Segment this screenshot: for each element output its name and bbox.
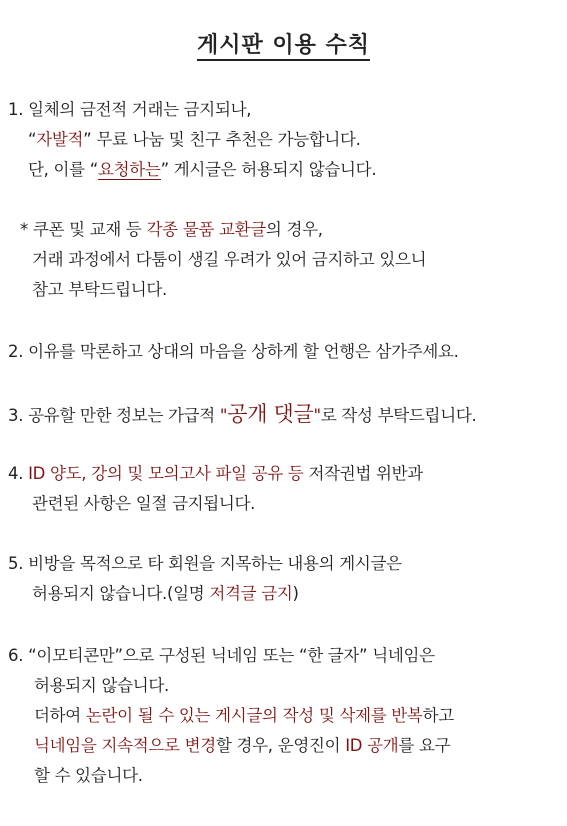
highlight-text: 논란이 될 수 있는 게시글의 작성 및 삭제를 반복 xyxy=(85,706,423,725)
rule-text: 참고 부탁드립니다. xyxy=(32,280,168,299)
highlight-text: " xyxy=(219,406,228,425)
rule-text: ) xyxy=(292,584,299,603)
rule-3-line-1 xyxy=(8,402,476,428)
highlight-text: 닉네임을 지속적으로 변경 xyxy=(34,736,216,755)
rule-text: 더하여 xyxy=(34,706,86,725)
rule-text: 의 경우, xyxy=(265,220,323,239)
rule-1-line-3 xyxy=(28,158,376,182)
rule-1-note-line-1 xyxy=(20,218,323,242)
rule-text: 허용되지 않습니다. xyxy=(34,676,170,695)
rule-2-line-1 xyxy=(8,340,459,364)
rule-text: 관련된 사항은 일절 금지됩니다. xyxy=(32,494,256,513)
rule-6-line-4 xyxy=(34,734,450,758)
highlight-text: 저격글 금지 xyxy=(209,584,293,603)
rule-6-line-3 xyxy=(34,704,454,728)
highlight-text: ID 양도, 강의 및 모의고사 파일 공유 등 xyxy=(28,464,304,483)
highlight-text: 각종 물품 교환글 xyxy=(146,220,266,239)
rule-text: 3. 공유할 만한 정보는 가급적 xyxy=(8,406,220,425)
rule-text: 저작권법 위반과 xyxy=(303,464,423,483)
rule-text: 1. 일체의 금전적 거래는 금지되나, xyxy=(8,100,252,119)
highlight-text: " xyxy=(313,406,321,425)
rule-text: ” 게시글은 허용되지 않습니다. xyxy=(160,160,377,179)
rule-text: 를 요구 xyxy=(398,736,451,755)
highlight-text: 자발적 xyxy=(36,130,84,149)
page-title-text: 게시판 이용 수칙 xyxy=(197,33,370,61)
rule-text: * 쿠폰 및 교재 등 xyxy=(20,220,147,239)
rule-text: 거래 과정에서 다툼이 생길 우려가 있어 금지하고 있으니 xyxy=(32,250,427,269)
rule-text: 허용되지 않습니다.(일명 xyxy=(32,584,210,603)
page-title xyxy=(0,28,567,59)
rule-text: ” 무료 나눔 및 친구 추천은 가능합니다. xyxy=(83,130,361,149)
rule-5-line-1 xyxy=(8,552,402,576)
rule-6-line-2 xyxy=(34,674,169,698)
rule-text: 하고 xyxy=(422,706,454,725)
rule-1-line-2 xyxy=(28,128,361,152)
rule-1-line-1 xyxy=(8,98,251,122)
rule-1-note-line-2 xyxy=(32,248,426,272)
highlight-text: 공개 댓글 xyxy=(227,402,314,426)
rule-text: 2. 이유를 막론하고 상대의 마음을 상하게 할 언행은 삼가주세요. xyxy=(8,342,459,361)
rule-6-line-1 xyxy=(8,644,435,668)
rule-text: 5. 비방을 목적으로 타 회원을 지목하는 내용의 게시글은 xyxy=(8,554,402,573)
highlight-text: 요청하는 xyxy=(98,160,161,179)
rule-text: 6. “이모티콘만”으로 구성된 닉네임 또는 “한 글자” 닉네임은 xyxy=(8,646,435,665)
rule-5-line-2 xyxy=(32,582,299,606)
rule-text: 할 수 있습니다. xyxy=(34,766,143,785)
rule-text: 단, 이를 “ xyxy=(28,160,98,179)
rule-text: 4. xyxy=(8,464,29,483)
rule-6-line-5 xyxy=(34,764,143,788)
highlight-text: ID 공개 xyxy=(345,736,399,755)
rule-text: 할 경우, 운영진이 xyxy=(215,736,346,755)
rule-4-line-2 xyxy=(32,492,255,516)
rule-text: “ xyxy=(28,130,37,149)
rule-4-line-1 xyxy=(8,462,423,486)
rule-text: 로 작성 부탁드립니다. xyxy=(320,406,477,425)
rule-1-note-line-3 xyxy=(32,278,167,302)
